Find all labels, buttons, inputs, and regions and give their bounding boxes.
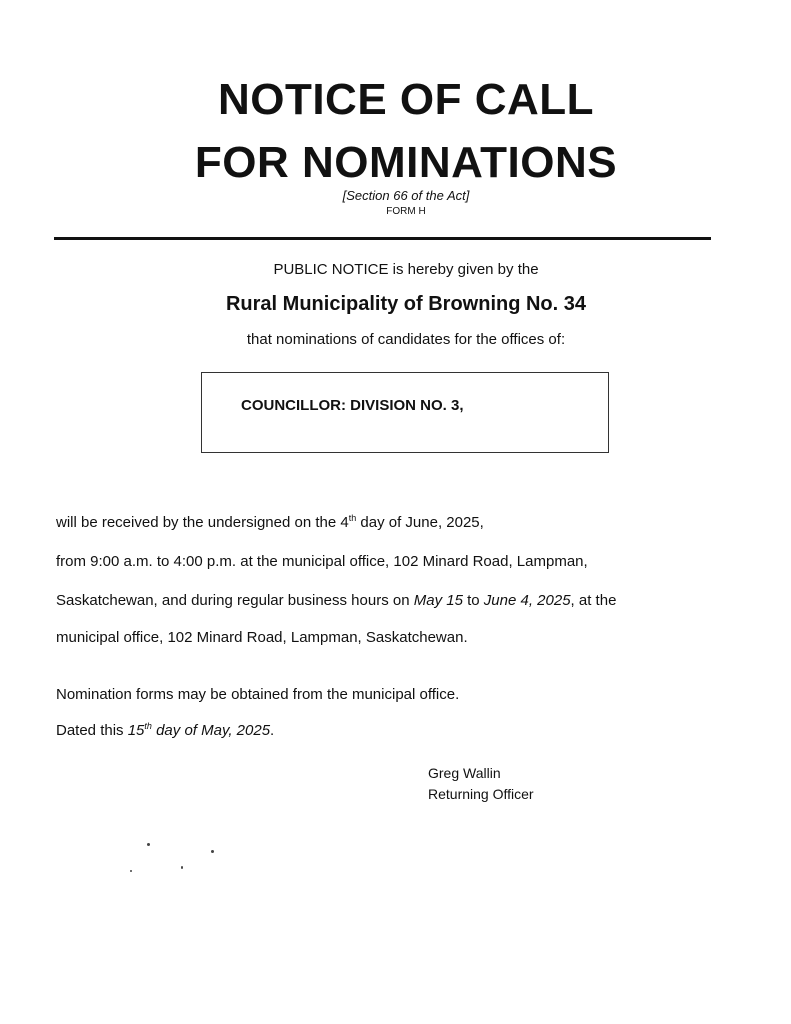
ordinal-suffix: th (144, 721, 152, 731)
body-line-3 (56, 592, 616, 609)
municipality-name: Rural Municipality of Browning No. 34 (225, 293, 587, 315)
dated-month-year: day of May, 2025 (151, 722, 271, 739)
body-text: day of June, 2025, (356, 514, 484, 531)
scan-speck (211, 850, 214, 853)
header-divider (54, 237, 711, 240)
dated-day: 15 (127, 722, 145, 739)
form-label: FORM H (386, 206, 426, 217)
body-text: . (270, 722, 275, 739)
dated-line (56, 722, 274, 739)
body-text: will be received by the undersigned on the 4 (56, 514, 349, 531)
office-name: COUNCILLOR: DIVISION NO. 3, (241, 397, 464, 414)
body-text: to (462, 592, 484, 609)
scan-speck (147, 843, 150, 846)
body-text: , at the (570, 592, 617, 609)
section-reference: [Section 66 of the Act] (342, 188, 470, 203)
scan-speck (130, 870, 132, 872)
notice-title-line-1: NOTICE OF CALL (217, 75, 595, 124)
body-line-2: from 9:00 a.m. to 4:00 p.m. at the municipal office, 102 Minard Road, Lampman, (56, 553, 588, 570)
offices-intro-text: that nominations of candidates for the offices of: (246, 331, 566, 348)
body-line-1 (56, 514, 484, 531)
body-line-5: Nomination forms may be obtained from the municipal office. (56, 686, 460, 703)
date-start: May 15 (413, 592, 463, 609)
body-text: Saskatchewan, and during regular business hours on (56, 592, 414, 609)
signatory-name: Greg Wallin (428, 765, 501, 781)
office-box (201, 372, 609, 453)
date-end: June 4, 2025 (483, 592, 571, 609)
signatory-title: Returning Officer (428, 786, 534, 802)
body-text: Dated this (56, 722, 128, 739)
body-line-4: municipal office, 102 Minard Road, Lampman, Saskatchewan. (56, 629, 468, 646)
public-notice-text: PUBLIC NOTICE is hereby given by the (273, 261, 539, 278)
scan-speck (181, 866, 183, 869)
ordinal-suffix: th (348, 513, 357, 523)
notice-title-line-2: FOR NOMINATIONS (194, 138, 618, 187)
